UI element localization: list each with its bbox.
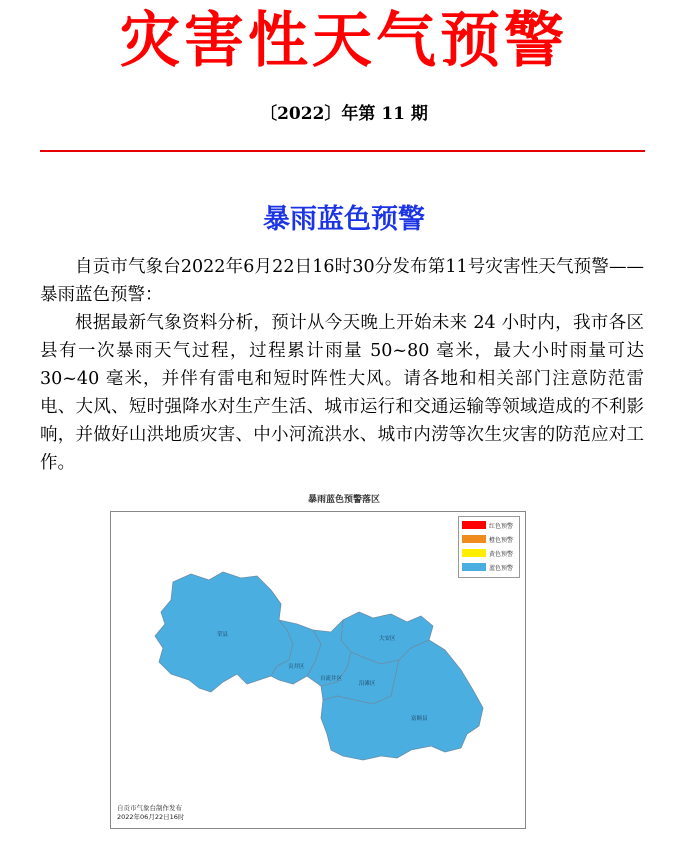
detail-paragraph: 根据最新气象资料分析，预计从今天晚上开始未来 24 小时内，我市各区县有一次暴雨天气过程，过程累计雨量 50~80 毫米，最大小时雨量可达 30~40 毫米，并伴有雷电和短时阵性大风。请各地和相关部门注意防范雷电、大风、短时强降水对生产生活、城市运行和交通运输等领域造成的不利影响，并做好山洪地质灾害、中小河流洪水、城市内涝等次生灾害的防范应对工作。 bbox=[40, 313, 644, 473]
map-legend bbox=[458, 516, 520, 578]
region-label-gongjing: 贡井区 bbox=[288, 664, 305, 670]
region-label-daan: 大安区 bbox=[379, 636, 396, 642]
legend-swatch-orange bbox=[462, 535, 486, 543]
legend-swatch-red bbox=[462, 521, 486, 529]
issue-number: 〔2022〕年第 11 期 bbox=[260, 104, 428, 124]
intro-paragraph: 自贡市气象台2022年6月22日16时30分发布第11号灾害性天气预警——暴雨蓝色预警： bbox=[40, 257, 644, 305]
alert-body bbox=[40, 253, 644, 477]
map-timestamp: 2022年06月22日16时 bbox=[117, 813, 185, 821]
alert-title: 暴雨蓝色预警 bbox=[263, 204, 425, 235]
legend-item-blue: 蓝色预警 bbox=[462, 562, 513, 572]
region-label-fushun: 富顺县 bbox=[411, 716, 428, 722]
region-label-ziliujing: 自流井区 bbox=[320, 676, 343, 682]
map-title: 暴雨蓝色预警落区 bbox=[307, 495, 380, 505]
legend-item-red: 红色预警 bbox=[462, 520, 513, 530]
legend-swatch-blue bbox=[462, 563, 486, 571]
region-label-yantan: 沿滩区 bbox=[359, 681, 376, 687]
map-publisher: 自贡市气象台制作发布 bbox=[117, 804, 182, 812]
legend-swatch-yellow bbox=[462, 549, 486, 557]
map-footer bbox=[117, 804, 184, 822]
header-divider bbox=[40, 150, 645, 152]
warning-area-map bbox=[110, 511, 526, 829]
legend-item-orange: 橙色预警 bbox=[462, 534, 513, 544]
masthead-title: 灾害性天气预警 bbox=[120, 6, 568, 76]
region-label-rongxian: 荣县 bbox=[217, 632, 229, 638]
legend-item-yellow: 黄色预警 bbox=[462, 548, 513, 558]
